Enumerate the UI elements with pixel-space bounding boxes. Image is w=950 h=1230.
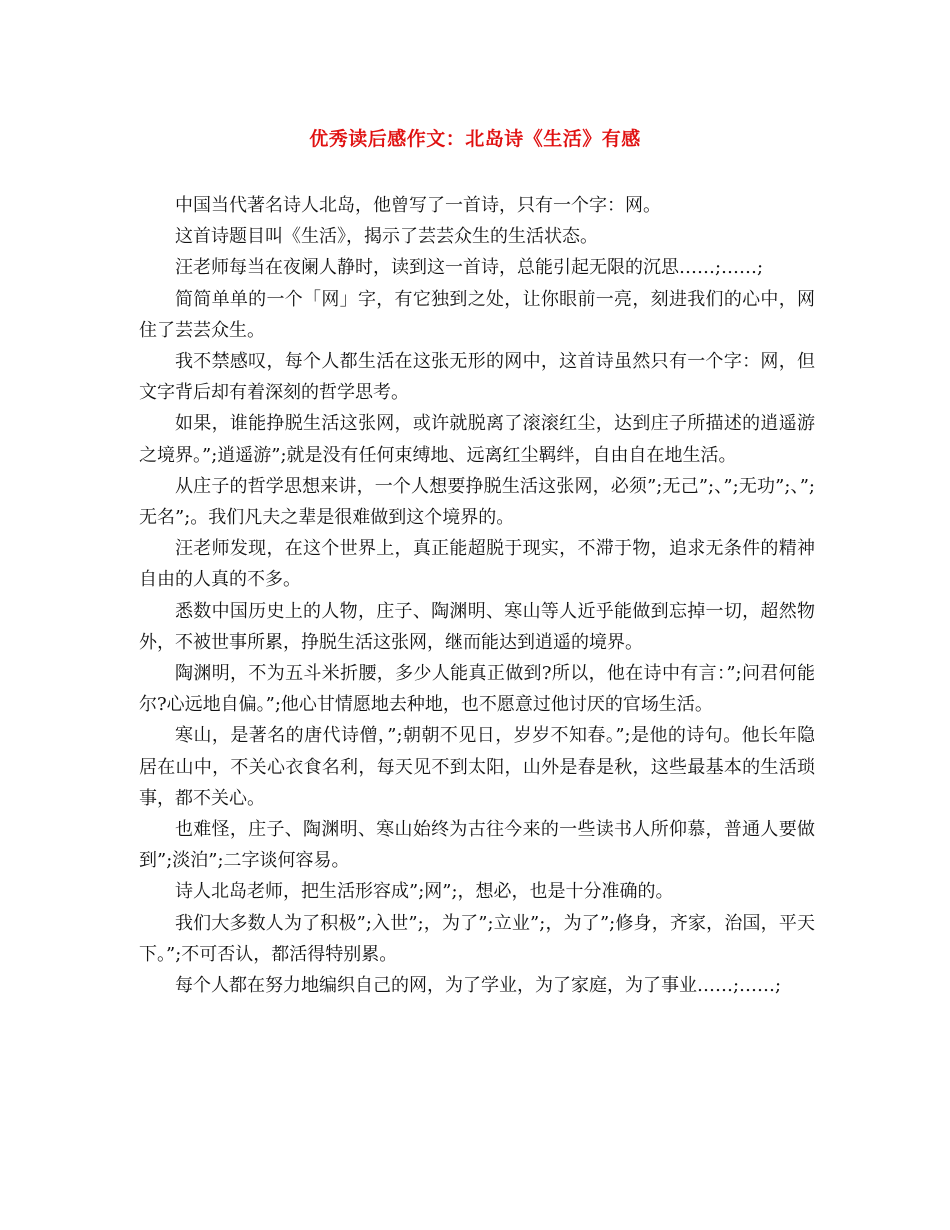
paragraph: 寒山，是著名的唐代诗僧，”;朝朝不见日，岁岁不知春。”;是他的诗句。他长年隐居在山中，不关心衣食名利，每天见不到太阳，山外是春是秋，这些最基本的生活琐事，都不关心。 bbox=[139, 725, 815, 809]
paragraph: 每个人都在努力地编织自己的网，为了学业，为了家庭，为了事业……;……; bbox=[175, 975, 782, 997]
document-title: 优秀读后感作文：北岛诗《生活》有感 bbox=[309, 128, 641, 150]
paragraph: 汪老师每当在夜阑人静时，读到这一首诗，总能引起无限的沉思……;……; bbox=[175, 257, 764, 279]
paragraph: 陶渊明，不为五斗米折腰，多少人能真正做到?所以，他在诗中有言：”;问君何能尔?心远地自偏。”;他心甘情愿地去种地，也不愿意过他讨厌的官场生活。 bbox=[139, 663, 815, 716]
paragraph: 从庄子的哲学思想来讲，一个人想要挣脱生活这张网，必须”;无己”;、”;无功”;、”;无名”;。我们凡夫之辈是很难做到这个境界的。 bbox=[139, 475, 815, 529]
paragraph: 中国当代著名诗人北岛，他曾写了一首诗，只有一个字：网。 bbox=[175, 195, 661, 216]
paragraph: 汪老师发现，在这个世界上，真正能超脱于现实，不滞于物，追求无条件的精神自由的人真的不多。 bbox=[139, 538, 815, 591]
paragraph: 这首诗题目叫《生活》，揭示了芸芸众生的生活状态。 bbox=[175, 226, 598, 248]
paragraph: 悉数中国历史上的人物，庄子、陶渊明、寒山等人近乎能做到忘掉一切，超然物外，不被世事所累，挣脱生活这张网，继而能达到逍遥的境界。 bbox=[139, 600, 815, 653]
paragraph: 我们大多数人为了积极”;入世”;，为了”;立业”;，为了”;修身，齐家，治国，平天下。”;不可否认，都活得特别累。 bbox=[139, 912, 815, 965]
document-body bbox=[139, 190, 815, 1001]
paragraph: 诗人北岛老师，把生活形容成”;网”;，想必，也是十分准确的。 bbox=[175, 881, 674, 903]
paragraph: 也难怪，庄子、陶渊明、寒山始终为古往今来的一些读书人所仰慕，普通人要做到”;淡泊”;二字谈何容易。 bbox=[139, 819, 815, 872]
paragraph: 简简单单的一个「网」字，有它独到之处，让你眼前一亮，刻进我们的心中，网住了芸芸众生。 bbox=[139, 288, 815, 341]
paragraph: 如果，谁能挣脱生活这张网，或许就脱离了滚滚红尘，达到庄子所描述的逍遥游之境界。”;逍遥游”;就是没有任何束缚地、远离红尘羁绊，自由自在地生活。 bbox=[139, 413, 815, 466]
paragraph: 我不禁感叹，每个人都生活在这张无形的网中，这首诗虽然只有一个字：网，但文字背后却有着深刻的哲学思考。 bbox=[139, 351, 815, 404]
